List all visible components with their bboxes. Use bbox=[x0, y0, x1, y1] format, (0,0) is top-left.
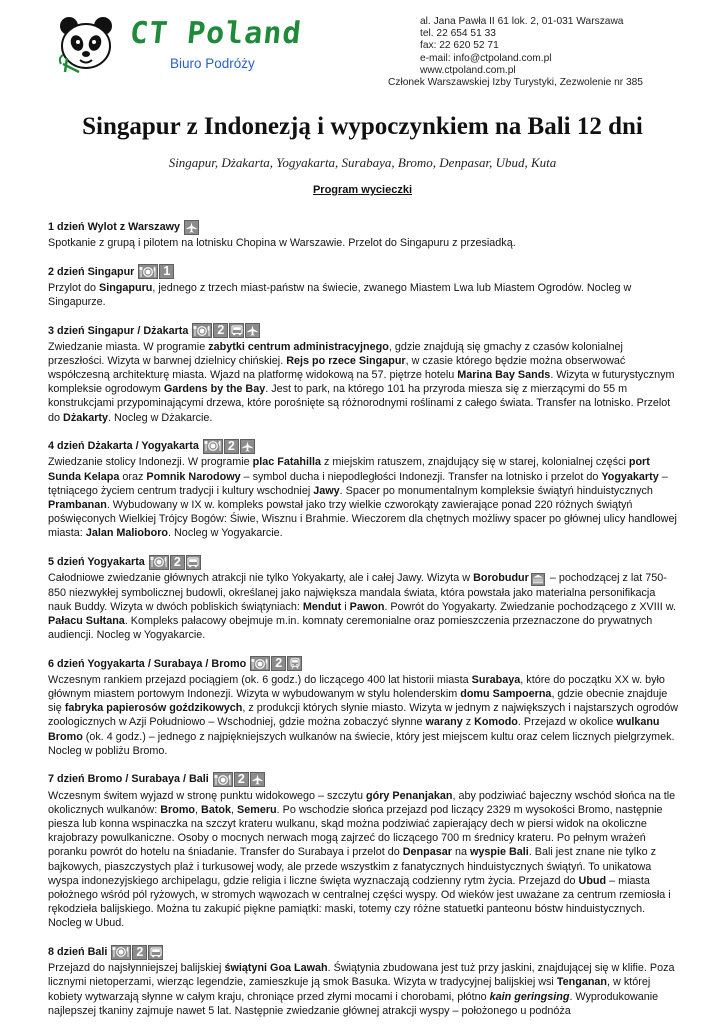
meal-icon bbox=[149, 555, 169, 570]
day-description: Zwiedzanie stolicy Indonezji. W programie plac Fatahilla z miejskim ratuszem, znajdujący się w starej, kolonialnej części port Sunda Kelapa oraz Pomnik Narodowy – symbol ducha i niepodległości Indonezji. Transfer na lotnisko i przelot do Yogyakarty – tętniącego życiem centrum tradycji i kultury wschodniej Jawy. Spacer po monumentalnym kompleksie świątyń hinduistycznych Prambanan. Wybudowany w IX w. kompleks powstał jako trzy wielkie czworokąty zawierające ponad 220 różnych świątyń poświęconych Wielkiej Trójcy Bogów: Śiwie, Wisznu i Brahmie. Wieczorem dla chętnych możliwy spacer po głównej ulicy handlowej miasta: Jalan Malioboro. Nocleg w Yogyakarcie. bbox=[48, 456, 677, 540]
day-title: 5 dzień Yogyakarta bbox=[48, 555, 145, 568]
day-title: 4 dzień Dżakarta / Yogyakarta bbox=[48, 440, 199, 453]
meals-count-badge: 2 bbox=[224, 439, 239, 454]
day-heading bbox=[48, 656, 680, 672]
itinerary-day bbox=[48, 656, 680, 758]
contact-tel: tel. 22 654 51 33 bbox=[420, 28, 496, 40]
day-title: 2 dzień Singapur bbox=[48, 265, 135, 278]
day-description: Wczesnym świtem wyjazd w stronę punktu widokowego – szczytu góry Penanjakan, aby podziwiać bajeczny wschód słońca na tle okolicznych wulkanów: Bromo, Batok, Semeru. Po wschodzie słońca przejazd pod liczący 2329 m wysokości Bromo, następnie piesza lub konna wspinaczka na szczyt krateru wulkanu, skąd można podziwiać zapierający dech w piersi widok na okoliczne krajobrazy powulkaniczne. Osoby o mocnych nerwach mogą zajrzeć do liczącego 700 m średnicy krateru. Po pełnym wrażeń poranku powrót do hotelu na śniadanie. Transfer do Surabaya i przelot do Denpasar na wyspie Bali. Bali jest znane nie tylko z bajkowych, piaszczystych plaż i turkusowej wody, ale przede wszystkim z fanatycznych hinduistycznych świątyń. To unikatowa wyspa indonezyjskiego archipelagu, gdzie religia i liczne święta wyznaczają codzienny rytm życia. Przejazd do Ubud – miasta położnego wśród pól ryżowych, w stromych wąwozach w centralnej części wyspy. Od wieków jest uważane za centrum rzemiosła i rękodzieła balijskiego. Można tu zakupić piękne pamiątki: maski, totemy czy różne statuetki panteonu bóstw hinduistycznych. Nocleg w Ubud. bbox=[48, 789, 676, 930]
day-heading bbox=[48, 772, 680, 788]
plane-icon bbox=[240, 439, 255, 454]
contact-email[interactable]: e-mail: info@ctpoland.com.pl bbox=[420, 52, 552, 64]
day-service-icons bbox=[203, 439, 255, 454]
contact-block bbox=[388, 16, 678, 88]
meals-count-badge: 2 bbox=[271, 656, 286, 671]
bus-icon bbox=[229, 323, 244, 338]
plane-icon bbox=[245, 323, 260, 338]
route-subtitle: Singapur, Dżakarta, Yogyakarta, Surabaya, Bromo, Denpasar, Ubud, Kuta bbox=[168, 155, 557, 170]
itinerary-day bbox=[48, 438, 680, 540]
day-heading bbox=[48, 264, 680, 280]
meals-count-badge: 2 bbox=[132, 945, 147, 960]
day-description: Wczesnym rankiem przejazd pociągiem (ok. 6 godz.) do liczącego 400 lat historii miasta Surabaya, które do początku XX w. było głównym miastem portowym Indonezji. Wizyta w wybudowanym w stylu holenderskim domu Sampoerna, gdzie obecnie znajduje się fabryka papierosów goździkowych, z produkcji których słynie miasto. Wizyta w jednym z największych i najstarszych ogrodów zoologicznych w Azji Południowo – Wschodniej, gdzie można zobaczyć słynne warany z Komodo. Przejazd w okolice wulkanu Bromo (ok. 4 godz.) – jednego z najpiękniejszych wulkanów na świecie, który jest miejscem kultu oraz celem licznych pielgrzymek. Nocleg w pobliżu Bromo. bbox=[48, 673, 679, 757]
meal-icon bbox=[138, 264, 158, 279]
day-description: Całodniowe zwiedzanie głównych atrakcji nie tylko Yokyakarty, ale i całej Jawy. Wizyta w Borobudur – pochodzącej z lat 750-850 niezwykłej symbolicznej budowli, określanej jako największa mandala świata, która powstała jako materialna personifikacja nauk Buddy. Wizyta w dwóch pobliskich świątyniach: Mendut i Pawon. Powrót do Yogyakarty. Zwiedzanie pochodzącego z XVIII w. Pałacu Sułtana. Kompleks pałacowy obejmuje m.in. komnaty ceremonialne oraz pomieszczenia przeznaczone do prywatnych audiencji. Nocleg w Yogyakarcie. bbox=[48, 572, 676, 642]
day-title: 1 dzień Wylot z Warszawy bbox=[48, 220, 180, 233]
meals-count-badge: 2 bbox=[234, 772, 249, 787]
bus-icon bbox=[186, 555, 201, 570]
contact-membership: Członek Warszawskiej Izby Turystyki, Zezwolenie nr 385 bbox=[388, 77, 643, 88]
day-title: 3 dzień Singapur / Dżakarta bbox=[48, 324, 189, 337]
day-description: Zwiedzanie miasta. W programie zabytki centrum administracyjnego, gdzie znajdują się gmachy z czasów kolonialnej przeszłości. Wizyta w barwnej dzielnicy chińskiej. Rejs po rzece Singapur, w czasie którego będzie można obserwować współczesną architekturę miasta. Wjazd na platformę widokową na 57. piętrze hotelu Marina Bay Sands. Wizyta w futurystycznym kompleksie ogrodowym Gardens by the Bay. Jest to park, na którego 101 ha przyroda miesza się z mierzącymi do 55 m konstrukcjami przypominającymi drzewa, które porośnięte są różnorodnymi roślinami z całego świata. Transfer na lotnisko. Przelot do Dżakarty. Nocleg w Dżakarcie. bbox=[48, 340, 675, 424]
brand-subtitle: Biuro Podróży bbox=[170, 56, 255, 71]
contact-fax: fax: 22 620 52 71 bbox=[420, 40, 499, 52]
train-icon bbox=[287, 656, 302, 671]
itinerary-day bbox=[48, 264, 680, 309]
day-heading bbox=[48, 438, 680, 454]
day-description: Przejazd do najsłynniejszej balijskiej świątyni Goa Lawah. Świątynia zbudowana jest tuż przy jaskini, znajdującej się w klifie. Poza licznymi nietoperzami, wierząc legendzie, zamieszkuje ją smok Basuka. Wizyta w tradycyjnej balijskiej wsi Tenganan, w której kobiety wytwarzają słynne w całym kraju, chroniące przed złymi mocami i chorobami, płótno kain geringsing. Wyprodukowanie najlepszej tkaniny zajmuje nawet 5 lat. Następnie zwiedzanie głównej atrakcji wyspy – położonego u podnóża bbox=[48, 962, 675, 1017]
plane-icon bbox=[250, 772, 265, 787]
day-description: Przylot do Singapuru, jednego z trzech miast-państw na świecie, zwanego Miastem Lwa lub Miastem Ogrodów. Nocleg w Singapurze. bbox=[48, 281, 632, 308]
meals-count-badge: 2 bbox=[170, 555, 185, 570]
contact-address: al. Jana Pawła II 61 lok. 2, 01-031 Warszawa bbox=[420, 16, 624, 27]
page-title: Singapur z Indonezją i wypoczynkiem na Bali 12 dni bbox=[82, 113, 643, 140]
brand-name: CT Poland bbox=[128, 16, 304, 51]
unesco-icon bbox=[531, 573, 545, 586]
panda-logo-icon bbox=[55, 14, 117, 76]
day-service-icons bbox=[192, 323, 260, 338]
day-title: 8 dzień Bali bbox=[48, 946, 108, 958]
day-title: 7 dzień Bromo / Surabaya / Bali bbox=[48, 773, 209, 786]
day-service-icons bbox=[250, 656, 302, 671]
day-heading bbox=[48, 323, 680, 339]
bus-icon bbox=[148, 945, 163, 960]
itinerary-day bbox=[48, 219, 680, 250]
day-heading bbox=[48, 944, 680, 960]
company-logo bbox=[55, 14, 305, 76]
day-description: Spotkanie z grupą i pilotem na lotnisku Chopina w Warszawie. Przelot do Singapuru z przesiadką. bbox=[48, 237, 516, 249]
day-heading bbox=[48, 554, 680, 570]
meal-icon bbox=[192, 323, 212, 338]
itinerary bbox=[48, 219, 680, 1024]
letterhead bbox=[0, 0, 725, 95]
day-service-icons bbox=[149, 555, 201, 570]
itinerary-day bbox=[48, 323, 680, 425]
meal-icon bbox=[250, 656, 270, 671]
itinerary-day bbox=[48, 554, 680, 642]
day-heading bbox=[48, 219, 680, 235]
day-service-icons bbox=[138, 264, 174, 279]
contact-website[interactable]: www.ctpoland.com.pl bbox=[420, 64, 516, 76]
meal-icon bbox=[213, 772, 233, 787]
day-service-icons bbox=[184, 220, 199, 235]
itinerary-day bbox=[48, 772, 680, 931]
meal-icon bbox=[203, 439, 223, 454]
meals-count-badge: 2 bbox=[213, 323, 228, 338]
itinerary-day bbox=[48, 944, 680, 1018]
day-service-icons bbox=[213, 772, 265, 787]
program-heading: Program wycieczki bbox=[312, 184, 413, 196]
plane-icon bbox=[184, 220, 199, 235]
meals-count-badge: 1 bbox=[159, 264, 174, 279]
meal-icon bbox=[111, 945, 131, 960]
day-service-icons bbox=[111, 945, 163, 960]
day-title: 6 dzień Yogyakarta / Surabaya / Bromo bbox=[48, 657, 247, 670]
